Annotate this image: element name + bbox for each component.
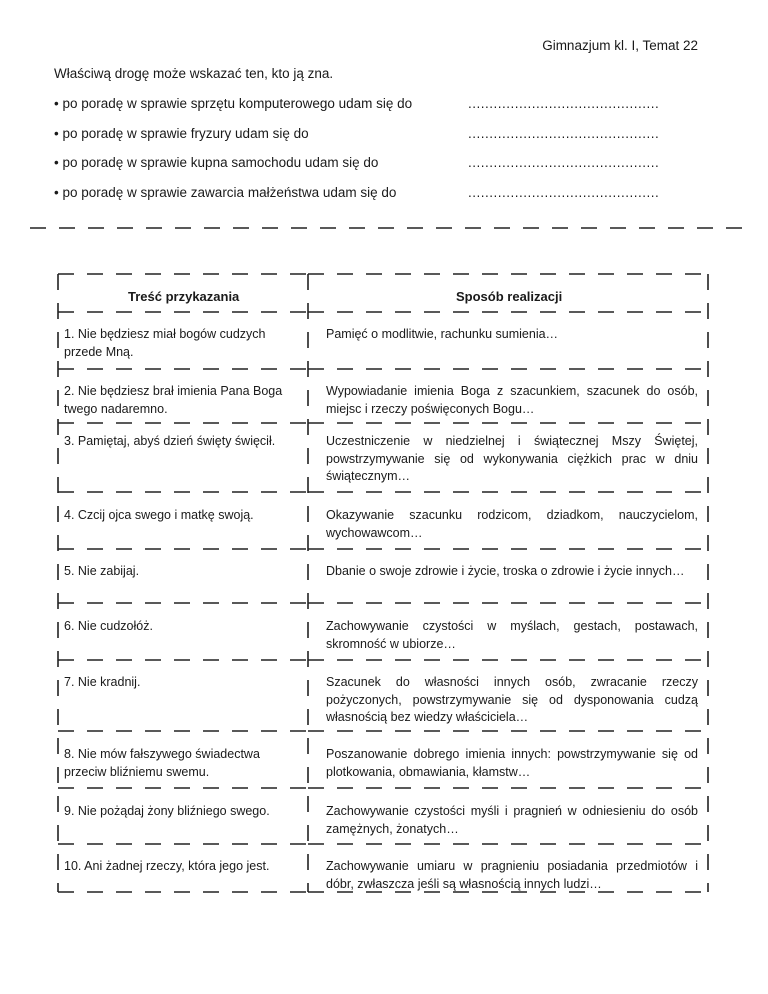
col-header-realization: Sposób realizacji — [456, 289, 563, 304]
realization-cell: Zachowywanie czystości w myślach, gestach, postawach, skromność w ubiorze… — [326, 619, 698, 651]
col-header-commandment: Treść przykazania — [128, 289, 240, 304]
realization-cell: Uczestniczenie w niedzielnej i świątecznej Mszy Świętej, powstrzymywanie się od wykonywania ciężkich prac w dniu świątecznym… — [326, 434, 698, 483]
question-text: • po poradę w sprawie sprzętu komputerowego udam się do — [54, 96, 413, 111]
commandment-cell: 4. Czcij ojca swego i matkę swoją. — [64, 508, 254, 522]
course-label: Gimnazjum kl. I, Temat 22 — [542, 38, 698, 53]
realization-cell: Pamięć o modlitwie, rachunku sumienia… — [326, 327, 559, 341]
cut-line — [0, 218, 768, 238]
realization-cell: Zachowywanie czystości myśli i pragnień w odniesieniu do osób zamężnych, żonatych… — [326, 804, 698, 836]
question-item — [54, 126, 704, 156]
realization-cell: Dbanie o swoje zdrowie i życie, troska o zdrowie i życie innych… — [326, 564, 685, 578]
intro-text: Właściwą drogę może wskazać ten, kto ją zna. — [54, 66, 334, 81]
commandment-cell: 9. Nie pożądaj żony bliźniego swego. — [64, 804, 270, 818]
commandment-cell: 2. Nie będziesz brał imienia Pana Boga twego nadaremno. — [64, 384, 283, 416]
answer-blank[interactable]: ............................................. — [468, 155, 660, 170]
realization-cell: Szacunek do własności innych osób, zwracanie rzeczy pożyczonych, powstrzymywanie się od dysponowania cudzą własnością bez wiedzy właściciela… — [326, 675, 698, 724]
commandment-cell: 3. Pamiętaj, abyś dzień święty święcił. — [64, 434, 276, 448]
realization-cell: Zachowywanie umiaru w pragnieniu posiadania przedmiotów i dóbr, zwłaszcza jeśli są własnością innych ludzi… — [326, 859, 698, 891]
question-item — [54, 96, 704, 126]
realization-cell: Okazywanie szacunku rodzicom, dziadkom, nauczycielom, wychowawcom… — [326, 508, 698, 540]
commandment-cell: 10. Ani żadnej rzeczy, która jego jest. — [64, 859, 270, 873]
commandments-table — [50, 266, 712, 900]
answer-blank[interactable]: ............................................. — [468, 96, 660, 111]
question-item — [54, 185, 704, 215]
question-text: • po poradę w sprawie zawarcia małżeństwa udam się do — [54, 184, 397, 200]
question-list — [54, 96, 704, 214]
commandment-cell: 8. Nie mów fałszywego świadectwa przeciw bliźniemu swemu. — [64, 747, 260, 779]
realization-cell: Wypowiadanie imienia Boga z szacunkiem, szacunek do osób, miejsc i rzeczy poświęconych Bogu… — [326, 384, 698, 416]
realization-cell: Poszanowanie dobrego imienia innych: powstrzymywanie się od plotkowania, obmawiania, kłamstw… — [326, 747, 698, 779]
commandment-cell: 1. Nie będziesz miał bogów cudzych przede Mną. — [64, 327, 266, 359]
commandment-cell: 5. Nie zabijaj. — [64, 564, 140, 578]
answer-blank[interactable]: ............................................. — [468, 184, 660, 200]
commandment-cell: 7. Nie kradnij. — [64, 675, 141, 689]
question-item — [54, 155, 704, 185]
question-text: • po poradę w sprawie fryzury udam się do — [54, 125, 309, 141]
answer-blank[interactable]: ............................................. — [468, 125, 660, 141]
commandment-cell: 6. Nie cudzołóż. — [64, 619, 153, 633]
question-text: • po poradę w sprawie kupna samochodu udam się do — [54, 155, 379, 170]
